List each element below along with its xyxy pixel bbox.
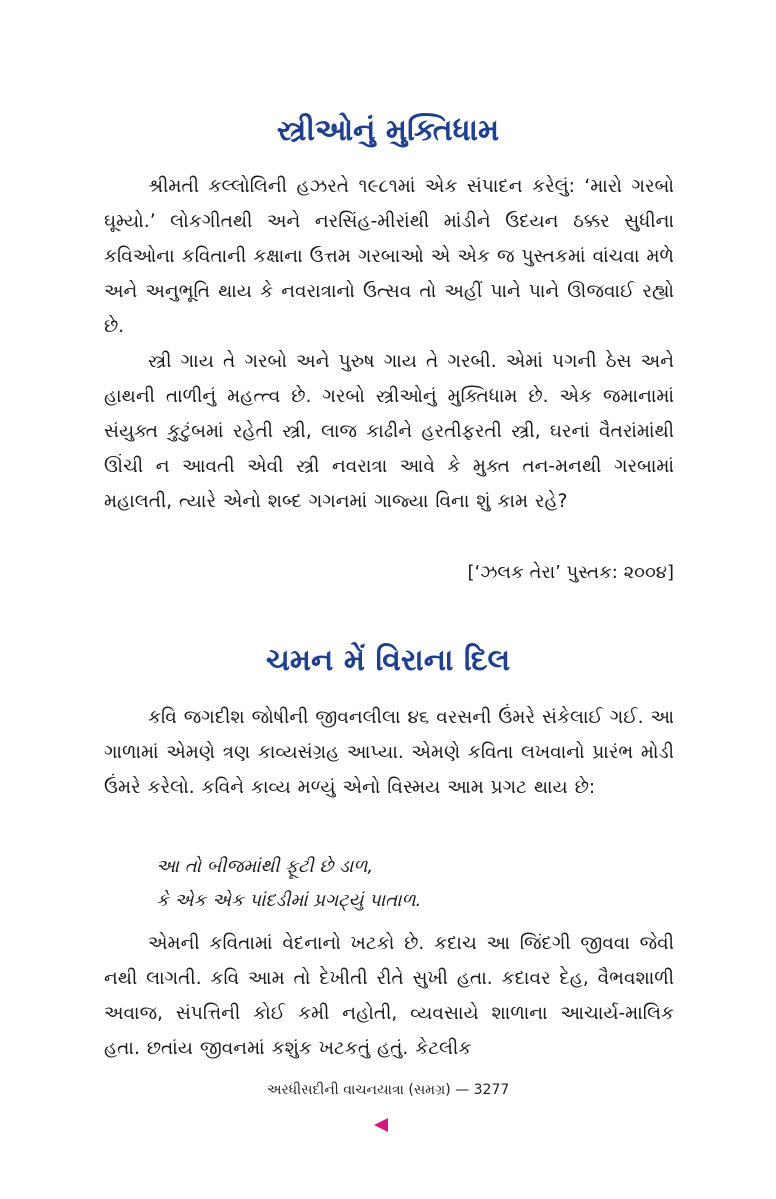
section1-paragraph-2: સ્ત્રી ગાય તે ગરબો અને પુરુષ ગાય તે ગરબી. એમાં પગની ઠેસ અને હાથની તાળીનું મહત્ત્વ છે. ગરબો સ્ત્રીઓનું મુક્તિધામ છે. એક જમાનામાં સંયુક્ત કુટુંબમાં રહેતી સ્ત્રી, લાજ કાઢીને હરતીફરતી સ્ત્રી, ઘરનાં વૈતરાંમાંથી ઊંચી ન આવતી એવી સ્ત્રી નવરાત્રા આવે કે મુક્ત તન-મનથી ગરબામાં મહાલતી, ત્યારે એનો શબ્દ ગગનમાં ગાજ્યા વિના શું કામ રહે? [104,351,674,512]
section-title-1: સ્ત્રીઓનું મુક્તિધામ [276,113,500,148]
section2-paragraph-1: કવિ જગદીશ જોષીની જીવનલીલા ૪૬ વરસની ઉંમરે સંકેલાઈ ગઈ. આ ગાળામાં એમણે ત્રણ કાવ્યસંગ્રહ આપ્યા. એમણે કવિતા લખવાનો પ્રારંભ મોડી ઉંમરે કરેલો. કવિને કાવ્ય મળ્યું એનો વિસ્મય આમ પ્રગટ થાય છે: [104,707,674,798]
verse-line-1: આ તો બીજમાંથી ફૂટી છે ડાળ, [156,856,374,877]
poem-verse [156,850,421,918]
section1-paragraph-1: શ્રીમતી કલ્લોલિની હઝરતે ૧૯૮૧માં એક સંપાદન કરેલું: ‘મારો ગરબો ઘૂમ્યો.’ લોકગીતથી અને નરસિંહ-મીરાંથી માંડીને ઉદયન ઠક્કર સુધીના કવિઓના કવિતાની કક્ષાના ઉત્તમ ગરબાઓ એ એક જ પુસ્તકમાં વાંચવા મળે અને અનુભૂતિ થાય કે નવરાત્રાનો ઉત્સવ તો અહીં પાને પાને ઊજવાઈ રહ્યો છે. [104,176,674,337]
source-citation: [‘ઝલક તેરા’ પુસ્તક: ૨૦૦૪] [467,562,674,583]
verse-line-2: કે એક એક પાંદડીમાં પ્રગટ્યું પાતાળ. [156,890,422,911]
previous-page-arrow-icon[interactable] [374,1118,388,1132]
section-title-2: ચમન મેં વિરાના દિલ [265,643,511,678]
page-footer: અરધીસદીની વાચનયાત્રા (સમગ્ર) — 3277 [266,1082,510,1098]
section2-paragraph-2: એમની કવિતામાં વેદનાનો ખટકો છે. કદાચ આ જિંદગી જીવવા જેવી નથી લાગતી. કવિ આમ તો દેખીતી રીતે સુખી હતા. કદાવર દેહ, વૈભવશાળી અવાજ, સંપત્તિની કોઈ કમી નહોતી, વ્યવસાયે શાળાના આચાર્ય-માલિક હતા. છતાંય જીવનમાં કશુંક ખટકતું હતું. કેટલીક [104,933,674,1059]
